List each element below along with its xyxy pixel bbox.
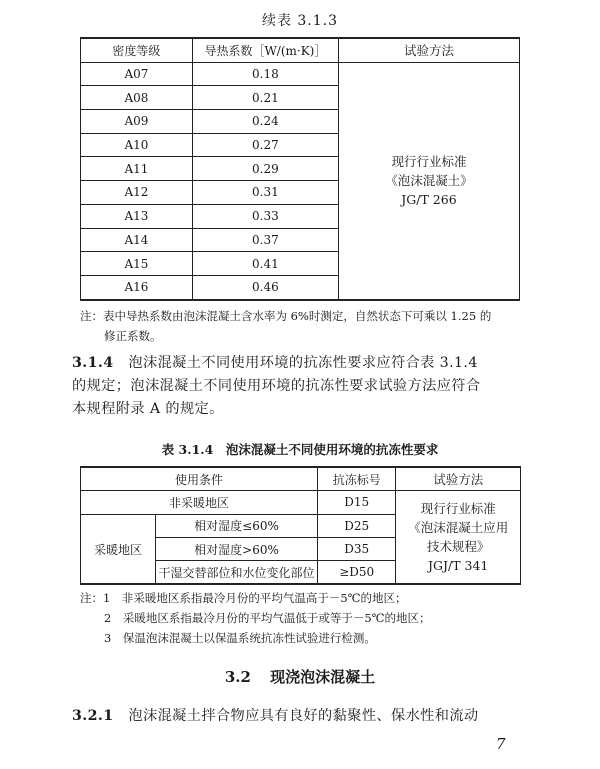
method-line: 《泡沫混凝土应用 xyxy=(408,520,509,536)
note-text: 1 非采暖地区系指最冷月份的平均气温高于－5℃的地区； xyxy=(103,591,407,605)
cell-grade: A11 xyxy=(81,157,193,181)
section-title: 现浇泡沫混凝土 xyxy=(270,668,376,686)
cell-grade: A16 xyxy=(81,275,193,299)
header-frost-grade: 抗冻标号 xyxy=(318,467,396,491)
cell-frost-grade: D35 xyxy=(318,537,396,560)
cell-value: 0.46 xyxy=(192,275,338,299)
header-thermal-conductivity: 导热系数［W/(m·K)］ xyxy=(192,38,338,62)
clause-3-1-4 xyxy=(72,352,532,421)
note-prefix: 注： xyxy=(80,591,103,605)
table-header-row xyxy=(81,467,521,491)
cell-grade: A12 xyxy=(81,181,193,205)
cell-grade: A13 xyxy=(81,204,193,228)
method-line: 《泡沫混凝土》 xyxy=(385,173,473,189)
cell-frost-grade: D15 xyxy=(318,491,396,514)
note-line xyxy=(80,306,530,326)
clause-line: 的规定；泡沫混凝土不同使用环境的抗冻性要求试验方法应符合 xyxy=(72,378,481,394)
clause-text: 泡沫混凝土不同使用环境的抗冻性要求应符合表 3.1.4 xyxy=(128,355,478,371)
cell-value: 0.18 xyxy=(192,62,338,86)
cell-frost-grade: D25 xyxy=(318,514,396,537)
section-heading xyxy=(0,666,600,687)
table-title: 表 3.1.4 泡沫混凝土不同使用环境的抗冻性要求 xyxy=(161,442,439,457)
table-row xyxy=(81,491,521,514)
cell-method xyxy=(338,62,519,299)
cell-value: 0.21 xyxy=(192,86,338,110)
cell-value: 0.37 xyxy=(192,228,338,252)
table-thermal-conductivity xyxy=(80,37,520,301)
cell-value: 0.29 xyxy=(192,157,338,181)
table-header-row xyxy=(81,38,520,62)
header-use-condition: 使用条件 xyxy=(81,467,318,491)
method-line: 技术规程》 xyxy=(426,539,490,555)
note-line xyxy=(80,588,540,608)
cell-value: 0.33 xyxy=(192,204,338,228)
cell-grade: A08 xyxy=(81,86,193,110)
note-prefix: 注： xyxy=(80,309,103,323)
cell-heated-region: 采暖地区 xyxy=(81,514,156,584)
method-line: 现行行业标准 xyxy=(391,154,467,170)
cell-condition: 干湿交替部位和水位变化部位 xyxy=(156,561,318,585)
clause-number: 3.2.1 xyxy=(72,708,114,724)
cell-method xyxy=(396,491,521,585)
method-line: JGJ/T 341 xyxy=(428,558,489,574)
cell-value: 0.27 xyxy=(192,133,338,157)
note-text: 表中导热系数由泡沫混凝土含水率为 6%时测定，自然状态下可乘以 1.25 的 xyxy=(103,309,492,323)
page-number: 7 xyxy=(496,735,506,753)
header-test-method: 试验方法 xyxy=(396,467,521,491)
cell-grade: A09 xyxy=(81,110,193,134)
clause-line xyxy=(72,352,532,375)
cell-value: 0.24 xyxy=(192,110,338,134)
clause-3-2-1 xyxy=(72,705,542,728)
table-continued-title: 续表 3.1.3 xyxy=(261,13,339,29)
header-test-method: 试验方法 xyxy=(338,38,519,62)
cell-condition: 相对湿度≤60% xyxy=(156,514,318,537)
table-frost-resistance xyxy=(80,466,521,585)
cell-grade: A15 xyxy=(81,252,193,276)
cell-grade: A07 xyxy=(81,62,193,86)
table-notes xyxy=(80,588,540,648)
clause-line: 本规程附录 A 的规定。 xyxy=(72,401,224,417)
cell-value: 0.31 xyxy=(192,181,338,205)
method-line: JG/T 266 xyxy=(401,192,457,208)
note-line: 2 采暖地区系指最冷月份的平均气温低于或等于－5℃的地区； xyxy=(104,611,431,625)
cell-condition: 非采暖地区 xyxy=(81,491,318,514)
section-number: 3.2 xyxy=(224,668,251,686)
cell-value: 0.41 xyxy=(192,252,338,276)
header-density-grade: 密度等级 xyxy=(81,38,193,62)
table-note xyxy=(80,306,530,346)
clause-text: 泡沫混凝土拌合物应具有良好的黏聚性、保水性和流动 xyxy=(128,708,479,724)
clause-number: 3.1.4 xyxy=(72,355,114,371)
cell-grade: A10 xyxy=(81,133,193,157)
cell-grade: A14 xyxy=(81,228,193,252)
table-row xyxy=(81,62,520,86)
method-line: 现行行业标准 xyxy=(420,501,496,517)
note-line: 修正系数。 xyxy=(104,329,162,343)
cell-condition: 相对湿度>60% xyxy=(156,537,318,560)
cell-frost-grade: ≥D50 xyxy=(318,561,396,585)
note-line: 3 保温泡沫混凝土以保温系统抗冻性试验进行检测。 xyxy=(104,631,376,645)
